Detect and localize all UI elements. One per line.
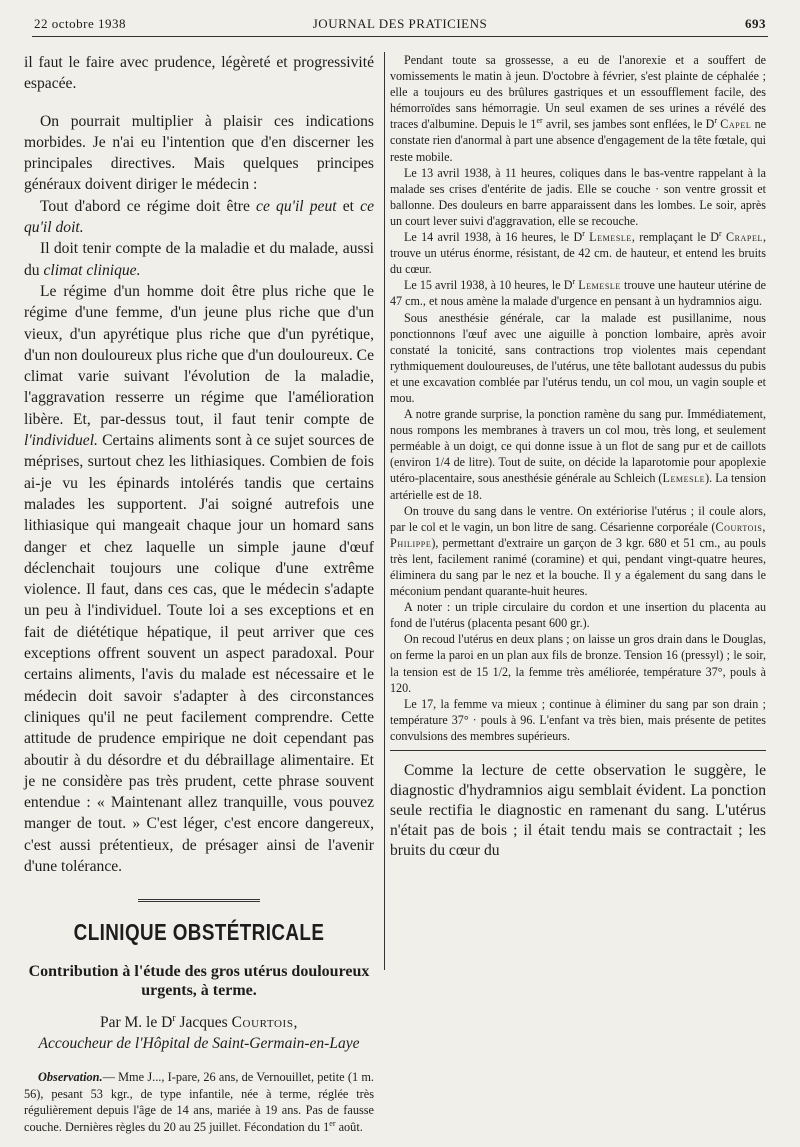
text-run: Le régime d'un homme doit être plus riche que le régime d'une femme, d'un jeune plus riche que d'un vieux, d'un apyrétique plus riche que d'un pyrétique, d'un non douloureux plus riche que d'un douloureux. Ce climat varie suivant l'évolution de la maladie, l'aggravation resserre un régime que l'amélioration libère. Et, par-dessus tout, il faut tenir compte de <box>24 282 374 428</box>
right-paragraph <box>390 229 766 277</box>
text-run: trouve une hauteur utérine de 47 cm., et nous amène la malade d'urgence en pensant à un hydramnios aigu. <box>390 278 766 309</box>
observation-paragraph <box>24 1069 374 1135</box>
author-first: Jacques <box>179 1014 228 1032</box>
text-run: Certains aliments sont à ce sujet sources de méprises, surtout chez les lithiasiques. Combien de fois ai-je vu les épinards intolérés tandis que certains malades les supportent. J'ai soigné autrefois une lithiasique qui mangeait chaque jour un homard sans danger et chez laquelle un simple jaune d'œuf déclenchait toujours une colique d'une extrême violence. Il faut, dans ces cas, que le médecin s'adapte un peu à l'individuel. Toute loi a ses exceptions et en fait de diététique hépatique, il peut arriver que ces exceptions offrent souvent un aspect paradoxal. Pour certains aliments, l'avis du malade est nécessaire et le médecin doit savoir s'adapter à des circonstances cliniques qu'il ne peut facilement comprendre. Cette attitude de prudence empirique ne doit cependant pas aboutir à du désordre et du débraillage alimentaire. Et je ne considère pas très prudent, cette phrase souvent entendue : « Maintenant allez tranquille, vous pouvez manger de tout. » C'est léger, c'est encore dangereux, c'est aussi prétentieux, de présager ainsi de l'avenir d'une tolérance. <box>24 432 374 875</box>
left-paragraph: On pourrait multiplier à plaisir ces indications morbides. Je n'ai eu l'intention que d'en discerner les principales directives. Mais quelques principes généraux doivent diriger le médecin : <box>24 112 374 194</box>
italic-run: ce qu'il doit. <box>24 197 374 237</box>
left-column <box>24 52 374 1147</box>
superscript: r <box>582 229 585 238</box>
left-paragraph <box>24 281 374 877</box>
text-run: ). La tension artérielle est de 18. <box>390 471 766 502</box>
superscript: r <box>572 277 576 287</box>
section-clinique <box>24 899 374 1135</box>
text-run: Le 14 avril 1938, à 16 heures, le D <box>404 230 583 245</box>
text-run: — Mme J..., I-pare, 26 ans, de Vernouillet, petite (1 m. 56), pesant 53 kgr., de type infantile, née à terme, réglée très régulièrement depuis l'âge de 14 ans, mariée à 19 ans. Pas de fausse couche. Dernières règles du 20 au 25 juillet. Fécondation du 1 <box>24 1070 374 1134</box>
section-title: CLINIQUE OBSTÉTRICALE <box>73 919 325 946</box>
italic-run: l'individuel. <box>24 432 98 450</box>
page-number: 693 <box>745 16 766 31</box>
superscript: er <box>536 116 543 126</box>
text-run: août. <box>338 1119 363 1134</box>
text-run: et <box>342 197 355 215</box>
text-run: Le 15 avril 1938, à 10 heures, le D <box>404 278 573 293</box>
author-affiliation: Accoucheur de l'Hôpital de Saint-Germain-en-Laye <box>38 1035 360 1053</box>
superscript: r <box>172 1013 176 1025</box>
text-run: avril, ses jambes sont enflées, le D <box>545 117 715 132</box>
author-prefix: Par M. le D <box>99 1014 173 1032</box>
text-run: ), permettant d'extraire un garçon de 3 kgr. 680 et 51 cm., au pouls très lent, facilement ranimé (coramine) et qui, pendant vingt-quatre heures, éliminera du sang par le nez et la bouche. Il y a également du sang dans le méconium pendant quarante-huit heures. <box>390 535 766 599</box>
right-paragraph: Le 17, la femme va mieux ; continue à éliminer du sang par son drain ; température 37° · pouls à 96. L'enfant va très bien, mais présente de petites convulsions des membres supérieurs. <box>390 696 766 743</box>
right-paragraph: On recoud l'utérus en deux plans ; on laisse un gros drain dans le Douglas, on ferme la paroi en un plan aux fils de bronze. Tension 16 (pressyl) ; le soir, la tension est de 15 1/2, la femme très améliorée, température 37°, pouls à 120. <box>390 632 766 695</box>
italic-run: ce qu'il peut <box>256 197 337 215</box>
right-paragraph <box>390 277 766 309</box>
person-name: Courtois, Philippe <box>390 519 766 550</box>
text-run: Il doit tenir compte de la maladie et du malade, aussi du <box>24 240 374 279</box>
article-title: Contribution à l'étude des gros utérus douloureux urgents, à terme. <box>28 963 370 1000</box>
right-paragraph: A noter : un triple circulaire du cordon et une insertion du placenta au fond de l'utérus (placenta pesant 600 gr.). <box>390 600 766 631</box>
person-name: Lemesle <box>662 471 706 486</box>
column-rule <box>390 750 766 751</box>
right-paragraph <box>390 406 766 503</box>
left-paragraph <box>24 238 374 281</box>
right-column <box>390 52 766 877</box>
text-run: ne constate rien d'anormal à part une absence d'engagement de la tête fœtale, qui reste mobile. <box>390 117 766 164</box>
article-author <box>24 1014 374 1032</box>
person-name: Capel <box>720 117 752 132</box>
person-name: Crapel <box>725 230 763 245</box>
text-run: , remplaçant le D <box>631 230 719 245</box>
running-header <box>32 14 768 36</box>
italic-run: climat clinique. <box>43 261 141 279</box>
superscript: r <box>719 229 722 238</box>
right-paragraph <box>390 503 766 600</box>
left-paragraph <box>24 196 374 239</box>
header-rule <box>32 36 768 37</box>
right-paragraph: Le 13 avril 1938, à 11 heures, coliques dans le bas-ventre rappelant à la malade ses crises d'entérite de jadis. Elle se couche · son ventre grossit et ballonne. Des douleurs en barre apparaissent dans les lombes. Le soir, après un court lever suivi d'aggravation, elle se recouche. <box>390 165 766 228</box>
author-last: Courtois, <box>231 1014 299 1032</box>
superscript: er <box>329 1118 336 1128</box>
text-run: A notre grande surprise, la ponction ramène du sang pur. Immédiatement, nous rompons les membranes à travers un col mou, très long, et seulement perméable à un doigt, ce qui donne issue à un flot de sang pur et de caillots (environ 1/4 de litre). Tout de suite, on décide la laparotomie pour apoplexie utéro-placentaire, sous anesthésie générale au Schleich ( <box>390 407 766 486</box>
superscript: r <box>714 116 717 126</box>
section-rule <box>138 899 260 905</box>
left-paragraph: il faut le faire avec prudence, légèreté et progressivité espacée. <box>24 54 374 93</box>
observation-label: Observation. <box>38 1070 103 1085</box>
column-divider <box>384 52 385 970</box>
right-paragraph-large: Comme la lecture de cette observation le suggère, le diagnostic d'hydramnios aigu semblait évident. La ponction seule rectifia le diagnostic en ramenant du sang. L'utérus n'était pas de bois ; il était tendu mais se contractait ; les bruits du cœur du <box>390 762 766 860</box>
header-date: 22 octobre 1938 <box>34 16 126 31</box>
text-run: Tout d'abord ce régime doit être <box>40 197 250 215</box>
text-run: Pendant toute sa grossesse, a eu de l'anorexie et a souffert de vomissements le matin à jeun. D'octobre à février, s'est plainte de céphalée ; elle a toujours eu des brûlures gastriques et un essoufflement facile, des hémorroïdes sans hémorragie. Un seul examen de ses urines a révélé des traces d'albumine. Depuis le 1 <box>390 53 766 132</box>
text-run: On trouve du sang dans le ventre. On extériorise l'utérus ; il coule alors, par le col et le vagin, un bon litre de sang. Césarienne corporéale ( <box>390 503 766 534</box>
person-name: Lemesle <box>589 230 632 245</box>
right-paragraph <box>390 52 766 165</box>
journal-title: JOURNAL DES PRATICIENS <box>312 16 488 31</box>
right-paragraph: Sous anesthésie générale, car la malade est pusillanime, nous ponctionnons l'œuf avec une aiguille à ponction lombaire, après avoir constaté la tonicité, sans contractions trop violentes mais cependant rythmiquement douloureuses, de l'utérus, une tête ballotant audessus du pubis et une excavation comblée par l'utérus tendu, un col mou, un vagin souple et mou. <box>390 310 767 405</box>
person-name: Lemesle <box>578 278 621 293</box>
text-run: , trouve un utérus énorme, résistant, de 42 cm. de hauteur, et entend les bruits du cœur. <box>390 230 766 277</box>
